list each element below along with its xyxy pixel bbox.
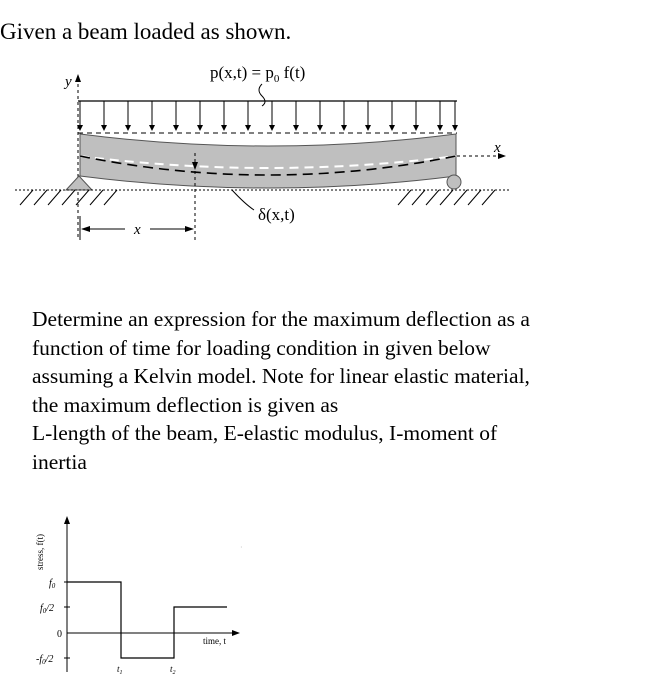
deflection-label: δ(x,t) [258,205,295,224]
tick-label-f0: $f_0$ [49,578,56,590]
tick-label-neg-half: $-f_0/2$ [36,654,54,666]
pin-support [66,176,92,190]
paragraph-line: assuming a Kelvin model. Note for linear elastic material, [32,364,530,388]
ground-hatch-right [398,190,495,205]
paragraph-line: the maximum deflection is given as [32,392,339,417]
load-arrowheads [77,125,458,131]
deflection-leader [232,190,254,210]
paragraph-line: inertia [32,449,87,474]
beam-body [80,134,456,188]
roller-support [447,175,461,189]
chart-y-label: stress, f(t) [35,534,45,570]
tick-label-t2: $t_2$ [170,664,176,676]
x-axis-label: x [494,140,501,156]
beam-figure [0,0,659,290]
faint-mark: · [240,543,243,552]
load-label: $p(x,t) = p_0$ f(t) [210,63,306,85]
tick-label-zero: 0 [57,629,62,640]
paragraph-line: L-length of the beam, E-elastic modulus, I-moment of [32,421,498,445]
ground-hatch-left [20,190,117,205]
dimension-arrow-right [185,226,194,232]
load-label-leader [259,84,265,106]
tick-label-half: $f_0/2$ [40,603,55,615]
y-axis-label: y [65,74,72,90]
stress-chart [0,510,260,700]
x-dimension-label: x [134,222,141,238]
problem-paragraph [32,305,642,476]
chart-x-arrowhead [232,630,240,636]
chart-y-arrowhead [64,516,70,524]
heading: Given a beam loaded as shown. [0,19,292,44]
tick-label-t1: $t_1$ [117,664,123,676]
paragraph-line: Determine an expression for the maximum deflection as a [32,307,530,331]
stress-step-line [67,582,227,658]
y-axis-arrowhead [75,74,81,82]
paragraph-line: function of time for loading condition in given below [32,335,491,360]
dimension-arrow-left [81,226,90,232]
chart-x-label: time, t [203,636,226,646]
load-arrows [80,101,455,129]
